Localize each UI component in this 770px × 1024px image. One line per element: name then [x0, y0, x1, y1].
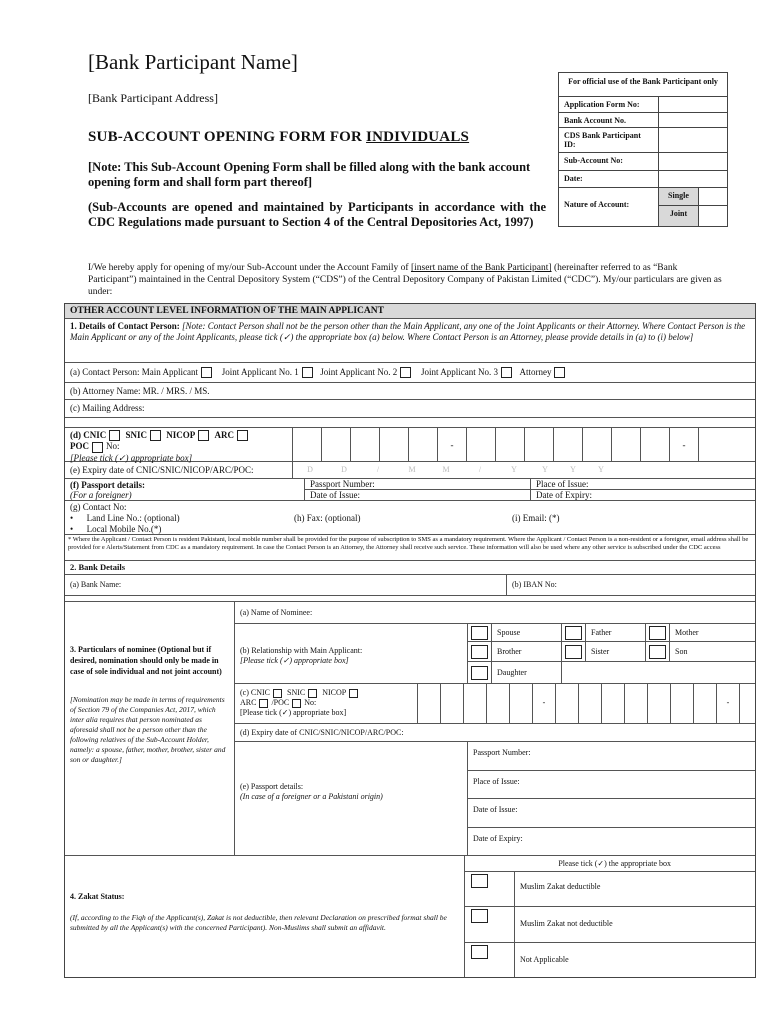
nicop-checkbox[interactable]	[198, 430, 209, 441]
passport-row	[65, 479, 755, 501]
intro-text: I/We hereby apply for opening of my/our Sub-Account under the Account Family of [insert name of the Bank Participant] (hereinafter referred to as “Bank Participant”) maintained in the Central Depository System (“CDS”) of the Central Depository Company of Pakistan Limited (“CDC”). My/our particulars are given as under:	[88, 263, 722, 297]
no-label: No:	[106, 441, 120, 452]
nominee-section	[65, 602, 755, 856]
passport-label: (f) Passport details:	[70, 480, 145, 490]
nominee-poc-checkbox[interactable]	[292, 699, 301, 708]
nominee-cnic-label: (c) CNIC	[240, 688, 270, 697]
nominee-title: 3. Particulars of nominee (Optional but if desired, nomination should only be made in case of sole individual and not joint account)	[70, 645, 222, 676]
zakat-deductible-checkbox[interactable]	[471, 874, 488, 888]
cnic-checkbox[interactable]	[109, 430, 120, 441]
contact-footnote: * Where the Applicant / Contact Person is resident Pakistani, local mobile number shall be provided for the purpose of subscription to SMS as a mandatory requirement. Where the Applicant / Contact Person is a non-resident or a foreigner, email address shall be provided for e Alerts/Statement from CDC as a mandatory requirement. In case the Contact Person is an Attorney, the Attorney shall receive such service. These information will also be used where any other service is subscribed under the CDC access	[65, 535, 755, 561]
sister-checkbox[interactable]	[565, 645, 582, 659]
contact-no-label: (g) Contact No:	[70, 502, 127, 512]
expiry-row	[65, 462, 755, 479]
sister-label: Sister	[586, 642, 646, 661]
official-use-box	[558, 72, 728, 227]
relationship-tick: [Please tick (✓) appropriate box]	[240, 656, 349, 665]
sub-account-no-label: Sub-Account No:	[559, 153, 659, 170]
bank-name-field[interactable]: (a) Bank Name:	[65, 575, 507, 595]
son-checkbox[interactable]	[649, 645, 666, 659]
nominee-poc-label: /POC	[271, 698, 290, 707]
nominee-date-expiry[interactable]: Date of Expiry:	[473, 833, 523, 843]
form-title: SUB-ACCOUNT OPENING FORM FOR INDIVIDUALS	[88, 129, 470, 145]
cnic-label: (d) CNIC	[70, 430, 107, 440]
nominee-no-label: No:	[304, 698, 317, 707]
joint2-checkbox[interactable]	[400, 367, 411, 378]
contact-person-details	[65, 319, 755, 363]
cnic-row	[65, 428, 755, 462]
relationship-label: (b) Relationship with Main Applicant:	[240, 646, 363, 655]
form-note: [Note: This Sub-Account Opening Form shall be filled along with the bank account opening form and shall form part thereof]	[88, 160, 531, 189]
nominee-snic-label: SNIC	[287, 688, 306, 697]
landline-field[interactable]: Land Line No.: (optional)	[86, 513, 180, 523]
main-applicant-checkbox[interactable]	[201, 367, 212, 378]
official-use-heading: For official use of the Bank Participant only	[559, 73, 727, 97]
nominee-passport-sub: (In case of a foreigner or a Pakistani origin)	[240, 792, 383, 801]
cnic-dash-1: -	[438, 428, 467, 461]
mailing-address-row[interactable]: (c) Mailing Address:	[65, 400, 755, 418]
nominee-nicop-label: NICOP	[322, 688, 347, 697]
nominee-arc-label: ARC	[240, 698, 257, 707]
poc-checkbox[interactable]	[92, 442, 103, 453]
application-form-no-field[interactable]	[659, 97, 727, 112]
cds-participant-id-field[interactable]	[659, 128, 727, 152]
joint1-checkbox[interactable]	[302, 367, 313, 378]
nominee-cnic-dash-1: -	[533, 684, 556, 723]
iban-field[interactable]: (b) IBAN No:	[512, 580, 557, 589]
attorney-name-row[interactable]: (b) Attorney Name: MR. / MRS. / MS.	[65, 383, 755, 400]
passport-label-cell	[65, 479, 305, 500]
joint3-checkbox[interactable]	[501, 367, 512, 378]
date-of-expiry-field[interactable]: Date of Expiry:	[536, 490, 592, 500]
snic-label: SNIC	[125, 430, 148, 440]
spouse-checkbox[interactable]	[471, 626, 488, 640]
cnic-dash-2: -	[670, 428, 699, 461]
nominee-nicop-checkbox[interactable]	[349, 689, 358, 698]
nominee-fields	[235, 602, 755, 855]
nominee-passport-row	[235, 742, 755, 855]
joint3-label: Joint Applicant No. 3	[420, 367, 498, 377]
section2-heading: 2. Bank Details	[65, 561, 755, 575]
contact-title: 1. Details of Contact Person:	[70, 321, 180, 331]
passport-fields	[305, 479, 755, 500]
attorney-checkbox[interactable]	[554, 367, 565, 378]
nicop-label: NICOP	[166, 430, 196, 440]
contact-note: [Note: Contact Person shall not be the person other than the Main Applicant, any one of the Joint Applicants or their Attorney. Where Contact Person is the Main Applicant or any of the Joint Applicants, please tick (✓) the appropriate box (a) below. Where Contact Person is an Attorney, please provide details in (a) to (i) below]	[70, 321, 746, 342]
email-field[interactable]: (i) Email: (*)	[512, 513, 560, 523]
cds-participant-id-label: CDS Bank Participant ID:	[559, 128, 659, 152]
section1-heading: OTHER ACCOUNT LEVEL INFORMATION OF THE MAIN APPLICANT	[65, 304, 755, 319]
relationship-options	[468, 624, 755, 683]
nominee-cnic-dash-2: -	[717, 684, 740, 723]
nominee-passport-number[interactable]: Passport Number:	[468, 742, 755, 771]
daughter-checkbox[interactable]	[471, 666, 488, 680]
date-field[interactable]	[659, 171, 727, 187]
nominee-snic-checkbox[interactable]	[308, 689, 317, 698]
nominee-cnic-type	[235, 684, 418, 723]
sub-account-no-field[interactable]	[659, 153, 727, 170]
nominee-arc-checkbox[interactable]	[259, 699, 268, 708]
nominee-info-cell	[65, 602, 235, 855]
relationship-row	[235, 624, 755, 684]
zakat-not-deductible-label: Muslim Zakat not deductible	[520, 919, 613, 929]
passport-sub: (For a foreigner)	[70, 490, 132, 500]
cnic-type-cell	[65, 428, 293, 461]
date-of-issue-field[interactable]: Date of Issue:	[305, 490, 531, 500]
mailing-address-line2[interactable]	[65, 418, 755, 428]
zakat-not-deductible-checkbox[interactable]	[471, 909, 488, 923]
zakat-section	[65, 856, 755, 977]
regulation-note: (Sub-Accounts are opened and maintained by Participants in accordance with the CDC Regulations made pursuant to Section 4 of the Central Depositories Act, 1997)	[88, 200, 546, 229]
zakat-tick-header: Please tick (✓) the appropriate box	[465, 856, 755, 872]
passport-number-field[interactable]: Passport Number:	[305, 479, 531, 489]
zakat-na-label: Not Applicable	[520, 954, 569, 964]
bank-details-row	[65, 575, 755, 596]
place-of-issue-field[interactable]: Place of Issue:	[536, 479, 589, 489]
joint2-label: Joint Applicant No. 2	[320, 367, 398, 377]
zakat-title: 4. Zakat Status:	[70, 892, 125, 901]
relationship-label-cell	[235, 624, 468, 683]
attorney-label: Attorney	[519, 367, 552, 377]
arc-label: ARC	[214, 430, 235, 440]
contact-no-row: (g) Contact No: • Land Line No.: (optional) (h) Fax: (optional) (i) Email: (*) • Local Mobile No.(*)	[65, 501, 755, 535]
brother-label: Brother	[492, 642, 562, 661]
date-label: Date:	[559, 171, 659, 187]
bank-account-no-field[interactable]	[659, 113, 727, 127]
cnic-digit-boxes[interactable]	[293, 428, 755, 461]
mother-checkbox[interactable]	[649, 626, 666, 640]
nominee-cnic-checkbox[interactable]	[273, 689, 282, 698]
bank-account-no-label: Bank Account No.	[559, 113, 659, 127]
father-checkbox[interactable]	[565, 626, 582, 640]
application-table	[64, 303, 756, 978]
nominee-passport-label: (e) Passport details:	[240, 782, 304, 791]
spouse-label: Spouse	[492, 624, 562, 641]
nature-of-account-label: Nature of Account:	[559, 188, 659, 226]
arc-checkbox[interactable]	[237, 430, 248, 441]
zakat-note: (If, according to the Fiqh of the Applicant(s), Zakat is not deductible, then relevant Declaration on prescribed format shall be submitted by all the Applicant(s) with the concerned Participant). Non-Muslims shall submit an affidavit.	[70, 913, 447, 932]
nominee-tick: [Please tick (✓) appropriate box]	[240, 708, 347, 717]
zakat-options	[465, 856, 755, 977]
nominee-note: [Nomination may be made in terms of requirements of Section 79 of the Companies Act, 2017, which inter alia requires that person nominated as aforesaid shall not be a person other than the following relatives of the Sub-Account Holder, namely: a spouse, father, mother, brother, sister and son or daughter.]	[70, 695, 226, 764]
contact-person-row	[65, 363, 755, 383]
expiry-label: (e) Expiry date of CNIC/SNIC/NICOP/ARC/POC:	[65, 462, 293, 478]
tick-instruction: [Please tick (✓) appropriate box]	[70, 452, 193, 463]
brother-checkbox[interactable]	[471, 645, 488, 659]
participant-address: [Bank Participant Address]	[88, 91, 218, 105]
zakat-info-cell	[65, 856, 465, 977]
mobile-field[interactable]: Local Mobile No.(*)	[86, 524, 162, 534]
nominee-expiry-field[interactable]: (d) Expiry date of CNIC/SNIC/NICOP/ARC/POC:	[235, 724, 755, 742]
son-label: Son	[675, 647, 688, 656]
nominee-passport-fields	[468, 742, 755, 855]
nominee-name-field[interactable]: (a) Name of Nominee:	[235, 602, 755, 624]
contact-person-label: (a) Contact Person: Main Applicant	[70, 367, 198, 377]
nominee-place-issue[interactable]: Place of Issue:	[468, 771, 755, 800]
nominee-cnic-digit-boxes[interactable]	[418, 684, 755, 723]
participant-name: [Bank Participant Name]	[88, 50, 298, 74]
nominee-date-issue[interactable]: Date of Issue:	[468, 799, 755, 828]
poc-label: POC	[70, 441, 89, 452]
daughter-label: Daughter	[492, 662, 562, 683]
nominee-cnic-row	[235, 684, 755, 724]
zakat-deductible-label: Muslim Zakat deductible	[520, 882, 601, 891]
nominee-passport-label-cell	[235, 742, 468, 855]
single-option[interactable]: Single	[659, 188, 699, 205]
joint-option[interactable]: Joint	[659, 206, 699, 226]
zakat-na-checkbox[interactable]	[471, 945, 488, 959]
joint1-label: Joint Applicant No. 1	[221, 367, 299, 377]
expiry-date-boxes[interactable]: D D / M M / Y Y Y Y	[307, 465, 604, 474]
father-label: Father	[586, 624, 646, 641]
snic-checkbox[interactable]	[150, 430, 161, 441]
fax-field[interactable]: (h) Fax: (optional)	[294, 513, 361, 523]
mother-label: Mother	[675, 628, 699, 637]
application-form-no-label: Application Form No:	[559, 97, 659, 112]
